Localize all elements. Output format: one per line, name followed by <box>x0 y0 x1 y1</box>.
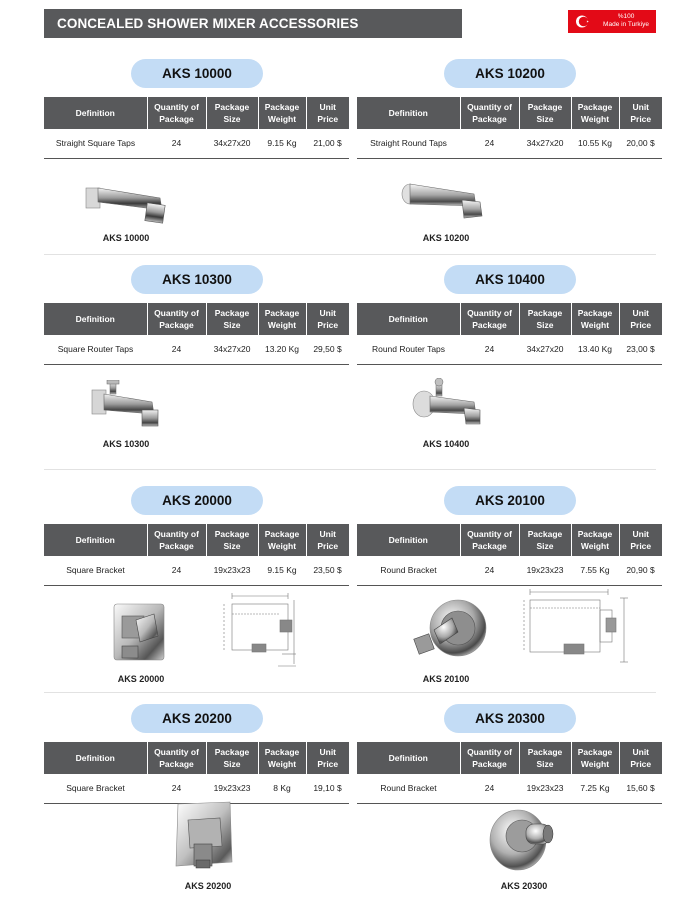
header-price: Unit Price <box>619 97 662 129</box>
square-bracket-image <box>108 600 174 666</box>
cell-size: 34x27x20 <box>206 335 258 364</box>
cell-size: 19x23x23 <box>519 556 571 585</box>
cell-quantity: 24 <box>147 774 206 803</box>
cell-weight: 13.20 Kg <box>258 335 306 364</box>
cell-quantity: 24 <box>147 335 206 364</box>
cell-size: 34x27x20 <box>519 129 571 158</box>
table-row <box>357 774 662 803</box>
cell-definition: Round Bracket <box>357 556 460 585</box>
header-price: Unit Price <box>306 303 349 335</box>
header-weight: Package Weight <box>258 97 306 129</box>
caption-aks-20200: AKS 20200 <box>184 881 232 891</box>
origin-label: Made in Turkiye <box>603 21 649 28</box>
header-definition: Definition <box>357 742 460 774</box>
cell-definition: Straight Round Taps <box>357 129 460 158</box>
header-quantity: Quantity of Package <box>460 742 519 774</box>
cell-weight: 10.55 Kg <box>571 129 619 158</box>
cell-price: 20,90 $ <box>619 556 662 585</box>
cell-quantity: 24 <box>460 335 519 364</box>
cell-quantity: 24 <box>460 774 519 803</box>
header-quantity: Quantity of Package <box>460 97 519 129</box>
table-row <box>357 556 662 585</box>
cell-definition: Square Bracket <box>44 774 147 803</box>
model-pill: AKS 20300 <box>444 704 576 733</box>
model-pill: AKS 10000 <box>131 59 263 88</box>
cell-size: 19x23x23 <box>519 774 571 803</box>
header-definition: Definition <box>44 524 147 556</box>
cell-weight: 7.25 Kg <box>571 774 619 803</box>
cell-size: 19x23x23 <box>206 556 258 585</box>
cell-price: 29,50 $ <box>306 335 349 364</box>
cell-price: 21,00 $ <box>306 129 349 158</box>
header-definition: Definition <box>44 742 147 774</box>
cell-weight: 9.15 Kg <box>258 129 306 158</box>
header-price: Unit Price <box>619 524 662 556</box>
header-size: Package Size <box>519 742 571 774</box>
cell-size: 34x27x20 <box>519 335 571 364</box>
model-pill: AKS 20100 <box>444 486 576 515</box>
header-price: Unit Price <box>619 303 662 335</box>
model-pill: AKS 20200 <box>131 704 263 733</box>
header-size: Package Size <box>206 97 258 129</box>
cell-quantity: 24 <box>147 129 206 158</box>
header-quantity: Quantity of Package <box>147 303 206 335</box>
header-weight: Package Weight <box>258 303 306 335</box>
header-quantity: Quantity of Package <box>147 524 206 556</box>
cell-size: 19x23x23 <box>206 774 258 803</box>
header-weight: Package Weight <box>258 742 306 774</box>
header-definition: Definition <box>44 303 147 335</box>
turkish-flag-icon <box>573 12 595 31</box>
header-definition: Definition <box>357 524 460 556</box>
header-price: Unit Price <box>306 742 349 774</box>
spec-table <box>44 524 349 586</box>
cell-price: 23,50 $ <box>306 556 349 585</box>
table-row <box>44 129 349 158</box>
model-pill: AKS 10300 <box>131 265 263 294</box>
header-price: Unit Price <box>619 742 662 774</box>
header-size: Package Size <box>206 524 258 556</box>
model-pill: AKS 10200 <box>444 59 576 88</box>
made-in-turkiye-badge <box>568 10 656 33</box>
straight-round-tap-image <box>400 176 486 226</box>
cell-size: 34x27x20 <box>206 129 258 158</box>
table-row <box>44 556 349 585</box>
round-router-tap-image <box>410 378 490 434</box>
caption-aks-10400: AKS 10400 <box>422 439 470 449</box>
cell-definition: Straight Square Taps <box>44 129 147 158</box>
square-bracket-flat-image <box>170 800 240 872</box>
header-size: Package Size <box>519 97 571 129</box>
caption-aks-10000: AKS 10000 <box>102 233 150 243</box>
cell-weight: 9.15 Kg <box>258 556 306 585</box>
caption-aks-20000: AKS 20000 <box>117 674 165 684</box>
square-bracket-technical-drawing <box>218 592 300 672</box>
cell-definition: Square Bracket <box>44 556 147 585</box>
cell-price: 15,60 $ <box>619 774 662 803</box>
header-definition: Definition <box>357 97 460 129</box>
header-weight: Package Weight <box>571 742 619 774</box>
header-quantity: Quantity of Package <box>460 303 519 335</box>
header-definition: Definition <box>357 303 460 335</box>
header-quantity: Quantity of Package <box>460 524 519 556</box>
cell-definition: Round Bracket <box>357 774 460 803</box>
cell-price: 19,10 $ <box>306 774 349 803</box>
divider <box>44 469 656 470</box>
caption-aks-10200: AKS 10200 <box>422 233 470 243</box>
straight-square-tap-image <box>82 180 168 228</box>
caption-aks-20300: AKS 20300 <box>500 881 548 891</box>
header-quantity: Quantity of Package <box>147 97 206 129</box>
spec-table <box>44 303 349 365</box>
cell-weight: 13.40 Kg <box>571 335 619 364</box>
cell-quantity: 24 <box>460 556 519 585</box>
page-title: CONCEALED SHOWER MIXER ACCESSORIES <box>44 9 462 38</box>
table-row <box>357 335 662 364</box>
model-pill: AKS 10400 <box>444 265 576 294</box>
divider <box>44 254 656 255</box>
spec-table <box>44 742 349 804</box>
round-bracket-flat-image <box>482 806 558 872</box>
cell-price: 20,00 $ <box>619 129 662 158</box>
header-definition: Definition <box>44 97 147 129</box>
cell-definition: Square Router Taps <box>44 335 147 364</box>
spec-table <box>44 97 349 159</box>
header-price: Unit Price <box>306 97 349 129</box>
header-weight: Package Weight <box>571 524 619 556</box>
cell-weight: 8 Kg <box>258 774 306 803</box>
round-bracket-image <box>412 598 492 666</box>
header-size: Package Size <box>206 742 258 774</box>
model-pill: AKS 20000 <box>131 486 263 515</box>
header-size: Package Size <box>519 303 571 335</box>
origin-percent: %100 <box>617 13 635 20</box>
header-size: Package Size <box>519 524 571 556</box>
table-row <box>44 774 349 803</box>
header-quantity: Quantity of Package <box>147 742 206 774</box>
spec-table <box>357 742 662 804</box>
caption-aks-10300: AKS 10300 <box>102 439 150 449</box>
cell-definition: Round Router Taps <box>357 335 460 364</box>
header-weight: Package Weight <box>258 524 306 556</box>
round-bracket-technical-drawing <box>520 588 632 668</box>
header-weight: Package Weight <box>571 303 619 335</box>
spec-table <box>357 97 662 159</box>
table-row <box>357 129 662 158</box>
spec-table <box>357 303 662 365</box>
cell-weight: 7.55 Kg <box>571 556 619 585</box>
caption-aks-20100: AKS 20100 <box>422 674 470 684</box>
header-size: Package Size <box>206 303 258 335</box>
cell-quantity: 24 <box>460 129 519 158</box>
spec-table <box>357 524 662 586</box>
header-weight: Package Weight <box>571 97 619 129</box>
square-router-tap-image <box>88 380 168 434</box>
divider <box>44 692 656 693</box>
table-row <box>44 335 349 364</box>
cell-price: 23,00 $ <box>619 335 662 364</box>
header-price: Unit Price <box>306 524 349 556</box>
cell-quantity: 24 <box>147 556 206 585</box>
